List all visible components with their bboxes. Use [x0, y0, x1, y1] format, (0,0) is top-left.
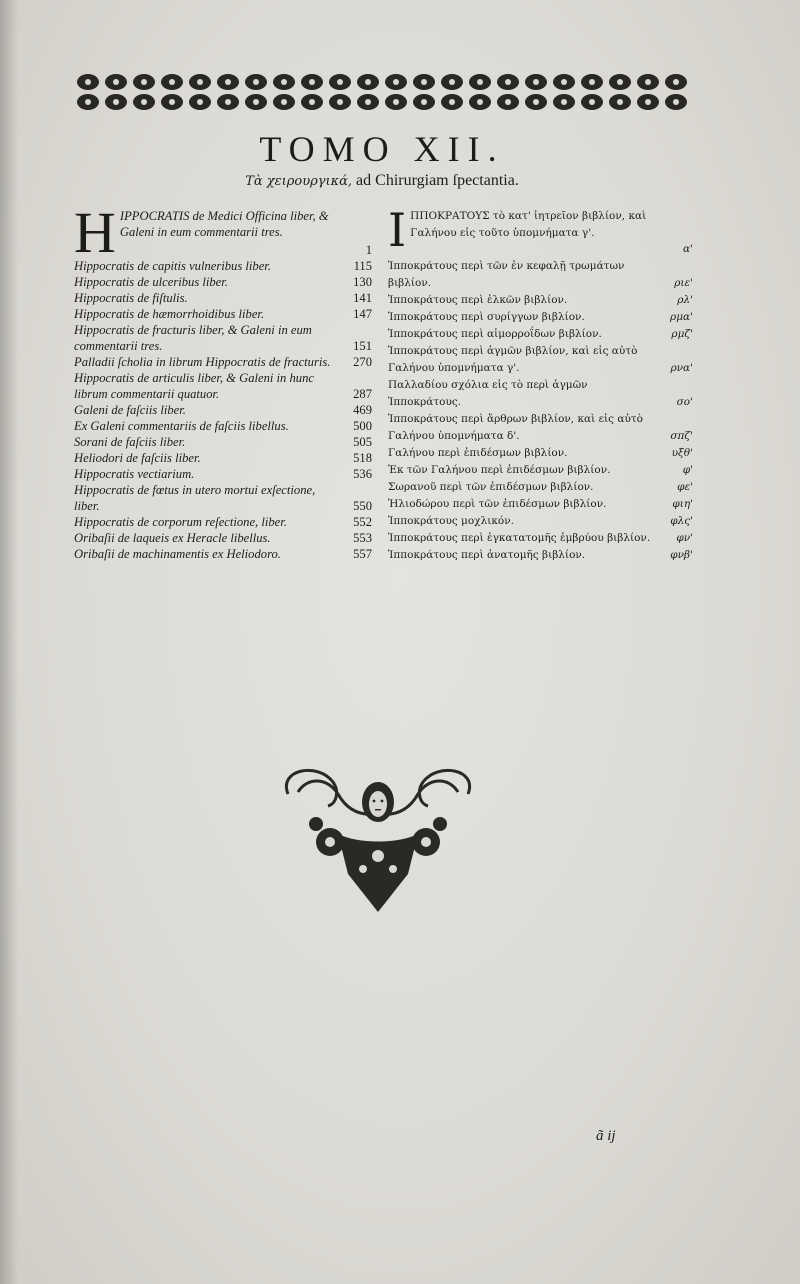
entry-page-number: σο'	[676, 396, 693, 408]
contents-entry	[388, 203, 693, 258]
headband-motif	[469, 74, 491, 90]
contents-entry	[74, 306, 372, 322]
contents-entry	[388, 377, 693, 411]
headband-motif	[105, 74, 127, 90]
contents-entry	[388, 513, 693, 530]
entry-title: Sorani de faſciis liber.	[74, 435, 186, 449]
entry-title: Ἐκ τῶν Γαλήνου περὶ ἐπιδέσμων βιβλίον.	[388, 464, 611, 476]
headband-motif	[189, 74, 211, 90]
entry-title: IPPOCRATIS de Medici Officina liber, & Galeni in eum commentarii tres.	[119, 209, 329, 239]
headband-motif	[441, 74, 463, 90]
headband-motif	[273, 74, 295, 90]
entry-page-number: 287	[353, 387, 372, 401]
headband-motif	[245, 74, 267, 90]
contents-entry	[74, 322, 372, 354]
entry-title: Hippocratis de capitis vulneribus liber.	[74, 259, 271, 273]
contents-entry	[74, 466, 372, 482]
entry-title: Hippocratis de corporum reſectione, liber.	[74, 515, 287, 529]
entry-page-number: 550	[353, 499, 372, 513]
headband-motif	[609, 94, 631, 110]
entry-title: Σωρανοῦ περὶ τῶν ἐπιδέσμων βιβλίον.	[388, 481, 594, 493]
entry-title: Ἱπποκράτους περὶ ἐγκατατομῆς ἐμβρύου βιβλίον.	[388, 532, 651, 544]
entry-page-number: φε'	[677, 481, 693, 493]
headband-motif	[105, 94, 127, 110]
page-title: TOMO XII.	[259, 129, 505, 169]
headband-motif	[441, 94, 463, 110]
headband-motif	[161, 94, 183, 110]
headband-motif	[637, 94, 659, 110]
contents-entry	[74, 370, 372, 402]
entry-title: Hippocratis vectiarium.	[74, 467, 195, 481]
entry-page-number: ριε'	[674, 277, 693, 289]
page-subtitle	[0, 172, 764, 190]
entry-title: Γαλήνου περὶ ἐπιδέσμων βιβλίον.	[388, 447, 568, 459]
headband-motif	[637, 74, 659, 90]
contents-entry	[74, 354, 372, 370]
entry-page-number: σπζ'	[670, 430, 693, 442]
headband-motif	[161, 74, 183, 90]
headband-motif	[273, 94, 295, 110]
entry-title: Ἱπποκράτους περὶ αἱμορροΐδων βιβλίον.	[388, 328, 602, 340]
headband-motif	[665, 94, 687, 110]
entry-title: Hippocratis de fracturis liber, & Galeni in eum commentarii tres.	[74, 323, 312, 353]
headband-motif	[245, 94, 267, 110]
headband-motif	[497, 94, 519, 110]
entry-page-number: φνβ'	[670, 549, 693, 561]
entry-page-number: φλς'	[670, 515, 693, 527]
headband-motif	[217, 74, 239, 90]
entry-title: Hippocratis de fœtus in utero mortui exſectione, liber.	[74, 483, 316, 513]
headband-motif	[525, 74, 547, 90]
page-gutter-shadow	[0, 0, 18, 1284]
contents-entry	[388, 530, 693, 547]
entry-page-number: φν'	[676, 532, 693, 544]
headband-motif	[497, 74, 519, 90]
entry-page-number: 536	[353, 467, 372, 481]
headpiece-ornament-band	[74, 72, 692, 112]
greek-contents-column	[388, 203, 693, 564]
headband-motif	[413, 74, 435, 90]
contents-entry	[74, 402, 372, 418]
headband-motif	[133, 94, 155, 110]
entry-page-number: ρμζ'	[671, 328, 693, 340]
contents-entry	[388, 292, 693, 309]
headband-motif	[301, 74, 323, 90]
entry-title: Hippocratis de fiſtulis.	[74, 291, 188, 305]
entry-title: Hippocratis de articulis liber, & Galeni in hunc librum commentarii quatuor.	[74, 371, 314, 401]
contents-entry	[388, 326, 693, 343]
entry-title: Galeni de faſciis liber.	[74, 403, 186, 417]
entry-title: Παλλαδίου σχόλια εἰς τὸ περὶ ἀγμῶν Ἱπποκράτους.	[388, 379, 588, 408]
contents-entry	[74, 200, 372, 265]
contents-entry	[74, 530, 372, 546]
contents-entry	[74, 274, 372, 290]
entry-page-number: α'	[683, 243, 693, 255]
contents-entry	[388, 462, 693, 479]
headband-motif	[525, 94, 547, 110]
headband-motif	[329, 94, 351, 110]
subtitle-greek: Τὰ χειρουργικά,	[245, 174, 353, 189]
contents-entry	[388, 547, 693, 564]
headband-motif	[609, 74, 631, 90]
headband-motif	[581, 94, 603, 110]
entry-title: Ἱπποκράτους περὶ ἑλκῶν βιβλίον.	[388, 294, 568, 306]
entry-title: Ex Galeni commentariis de faſciis libellus.	[74, 419, 289, 433]
entry-title: Ἡλιοδώρου περὶ τῶν ἐπιδέσμων βιβλίον.	[388, 498, 607, 510]
entry-title: Palladii ſcholia in librum Hippocratis de fracturis.	[74, 355, 331, 369]
contents-entry	[388, 258, 693, 292]
contents-entry	[388, 479, 693, 496]
drop-cap: H	[74, 200, 116, 265]
headband-motif	[301, 94, 323, 110]
entry-page-number: ρνα'	[670, 362, 693, 374]
entry-page-number: 500	[353, 419, 372, 433]
entry-page-number: 469	[353, 403, 372, 417]
entry-page-number: 130	[353, 275, 372, 289]
signature-mark: ã ij	[596, 1128, 616, 1144]
entry-title: Hippocratis de hæmorrhoidibus liber.	[74, 307, 265, 321]
entry-page-number: 1	[365, 243, 372, 257]
headband-motif	[413, 94, 435, 110]
entry-page-number: 518	[353, 451, 372, 465]
entry-page-number: 151	[353, 339, 372, 353]
headband-motif	[329, 74, 351, 90]
entry-title: Heliodori de faſciis liber.	[74, 451, 201, 465]
headband-motif	[217, 94, 239, 110]
contents-entry	[388, 343, 693, 377]
headband-motif	[357, 94, 379, 110]
contents-entry	[388, 445, 693, 462]
drop-cap: Ι	[388, 203, 407, 257]
entry-page-number: 115	[353, 259, 372, 273]
contents-entry	[74, 546, 372, 562]
entry-page-number: 141	[353, 291, 372, 305]
contents-entry	[74, 482, 372, 514]
headband-motif	[77, 74, 99, 90]
contents-entry	[74, 434, 372, 450]
entry-title: Ἱπποκράτους περὶ ἀνατομῆς βιβλίον.	[388, 549, 586, 561]
entry-title: Ἱπποκράτους περὶ ἄρθρων βιβλίον, καὶ εἰς αὐτὸ Γαλήνου ὑπομνήματα δ'.	[388, 413, 643, 442]
tailpiece-ornament	[278, 764, 478, 914]
entry-page-number: ρμα'	[670, 311, 693, 323]
headband-motif	[385, 94, 407, 110]
entry-title: Ἱπποκράτους περὶ συρίγγων βιβλίον.	[388, 311, 585, 323]
contents-entry	[74, 258, 372, 274]
entry-page-number: 505	[353, 435, 372, 449]
entry-title: Ἱπποκράτους περὶ τῶν ἐν κεφαλῇ τρωμάτων βιβλίον.	[388, 260, 625, 289]
contents-entry	[74, 450, 372, 466]
headband-motif	[553, 74, 575, 90]
contents-entry	[388, 309, 693, 326]
entry-page-number: φιη'	[672, 498, 693, 510]
headband-motif	[385, 74, 407, 90]
contents-entry	[74, 290, 372, 306]
contents-entry	[74, 418, 372, 434]
entry-page-number: υξθ'	[671, 447, 693, 459]
entry-title: Oribaſii de laqueis ex Heracle libellus.	[74, 531, 271, 545]
headband-motif	[133, 74, 155, 90]
headband-motif	[553, 94, 575, 110]
headband-motif	[77, 94, 99, 110]
headband-motif	[357, 74, 379, 90]
latin-contents-column	[74, 200, 372, 562]
headband-motif	[581, 74, 603, 90]
entry-page-number: 557	[353, 547, 372, 561]
entry-page-number: φ'	[682, 464, 693, 476]
entry-page-number: ρλ'	[677, 294, 693, 306]
contents-entry	[388, 496, 693, 513]
entry-page-number: 553	[353, 531, 372, 545]
entry-title: Oribaſii de machinamentis ex Heliodoro.	[74, 547, 281, 561]
headband-motif	[189, 94, 211, 110]
entry-title: Ἱπποκράτους περὶ ἀγμῶν βιβλίον, καὶ εἰς αὐτὸ Γαλήνου ὑπομνήματα γ'.	[388, 345, 638, 374]
headband-motif	[665, 74, 687, 90]
contents-entry	[388, 411, 693, 445]
subtitle-latin: ad Chirurgiam ſpectantia.	[356, 172, 519, 189]
entry-page-number: 270	[353, 355, 372, 369]
entry-page-number: 147	[353, 307, 372, 321]
entry-title: Hippocratis de ulceribus liber.	[74, 275, 228, 289]
entry-page-number: 552	[353, 515, 372, 529]
entry-title: ΠΠΟΚΡΑΤΟΥΣ τὸ κατ' ἰητρεῖον βιβλίον, καὶ Γαλήνου εἰς τοῦτο ὑπομνήματα γ'.	[410, 210, 647, 239]
entry-title: Ἱπποκράτους μοχλικόν.	[388, 515, 514, 527]
headband-motif	[469, 94, 491, 110]
contents-entry	[74, 514, 372, 530]
